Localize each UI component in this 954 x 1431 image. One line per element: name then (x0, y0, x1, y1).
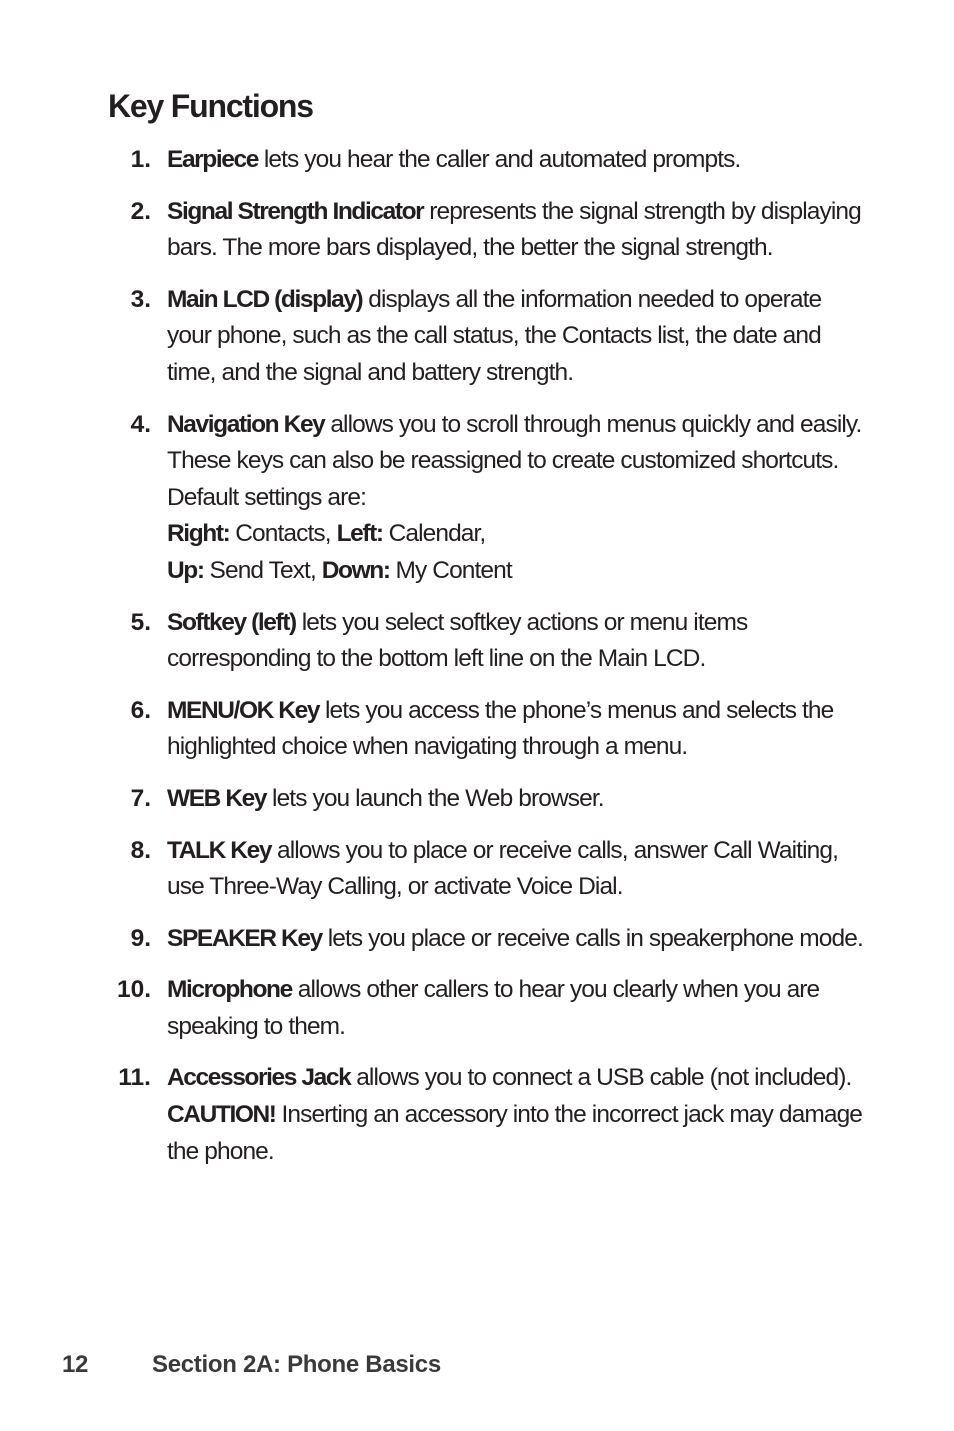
item-number: 3. (130, 285, 151, 313)
nav-defaults-up-down (167, 553, 870, 590)
item-term: Softkey (left) (167, 608, 296, 636)
nav-defaults-right-left (167, 516, 870, 553)
item-term: Earpiece (167, 146, 258, 173)
list-item-accessories-jack (110, 1060, 870, 1170)
item-number: 10. (116, 976, 151, 1004)
item-number: 7. (130, 784, 151, 812)
item-description: represents the signal strength by displaying bars. The more bars displayed, the better the signal strength. (167, 197, 861, 262)
list-item-web-key (110, 781, 870, 818)
list-item-navigation-key (110, 407, 870, 590)
item-term: Main LCD (display) (167, 285, 363, 313)
item-number: 2. (130, 197, 151, 225)
item-description: lets you access the phone’s menus and selects the highlighted choice when navigating through a menu. (167, 696, 834, 761)
item-term: TALK Key (167, 836, 272, 864)
caution-text: Inserting an accessory into the incorrect jack may damage the phone. (167, 1101, 863, 1165)
down-value: My Content (389, 556, 512, 584)
item-number: 1. (130, 146, 151, 173)
up-value: Send Text, (203, 556, 322, 584)
item-description: allows you to scroll through menus quickly and easily. These keys can also be reassigned to create customized shortcuts. Default settings are: (167, 410, 862, 511)
item-description: lets you place or receive calls in speakerphone mode. (321, 924, 863, 952)
page-footer (62, 1348, 441, 1382)
down-label: Down: (321, 556, 390, 584)
item-number: 9. (130, 924, 151, 952)
item-term: MENU/OK Key (167, 696, 320, 724)
key-functions-list (110, 142, 870, 1185)
left-value: Calendar, (382, 520, 486, 548)
list-item-softkey-left (110, 605, 870, 678)
item-number: 8. (130, 836, 151, 864)
item-term: Navigation Key (167, 410, 325, 438)
list-item-earpiece (110, 142, 870, 179)
page-number: 12 (62, 1351, 89, 1378)
item-description: lets you hear the caller and automated prompts. (257, 146, 741, 173)
page-title: Key Functions (108, 88, 313, 124)
right-label: Right: (167, 520, 230, 548)
list-item-menu-ok-key (110, 693, 870, 766)
item-description: displays all the information needed to operate your phone, such as the call status, the Contacts list, the date and time, and the signal and battery strength. (167, 285, 822, 386)
item-number: 6. (130, 696, 151, 724)
caution-label: CAUTION! (167, 1101, 276, 1129)
right-value: Contacts, (229, 520, 337, 548)
item-description: lets you launch the Web browser. (266, 784, 604, 812)
list-item-main-lcd (110, 282, 870, 392)
item-description: allows you to connect a USB cable (not included). (350, 1064, 852, 1092)
item-number: 5. (130, 608, 151, 636)
item-description: allows other callers to hear you clearly when you are speaking to them. (167, 976, 820, 1040)
item-number: 11. (118, 1064, 151, 1092)
left-label: Left: (336, 520, 383, 548)
item-number: 4. (130, 410, 151, 438)
item-term: Microphone (167, 976, 292, 1004)
section-title: Section 2A: Phone Basics (152, 1351, 441, 1378)
up-label: Up: (167, 556, 204, 584)
list-item-speaker-key (110, 921, 870, 958)
item-term: Signal Strength Indicator (167, 197, 424, 225)
item-term: WEB Key (167, 784, 267, 812)
list-item-microphone (110, 972, 870, 1045)
item-description: allows you to place or receive calls, answer Call Waiting, use Three-Way Calling, or activate Voice Dial. (167, 836, 838, 901)
list-item-talk-key (110, 833, 870, 906)
item-description: lets you select softkey actions or menu items corresponding to the bottom left line on the Main LCD. (167, 608, 748, 673)
list-item-signal-strength (110, 194, 870, 267)
item-term: SPEAKER Key (167, 924, 322, 952)
item-term: Accessories Jack (167, 1064, 351, 1092)
